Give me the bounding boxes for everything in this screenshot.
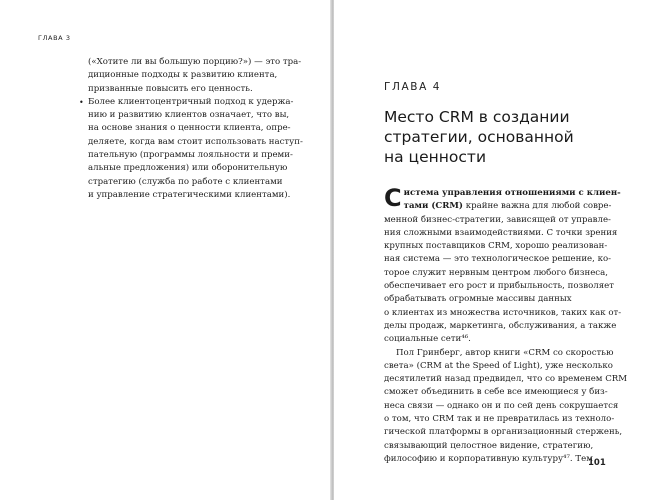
bold-term: тами (CRM) [403, 201, 463, 212]
text-line: истема управления отношениями с клиен- [403, 188, 621, 198]
text-line: света» (CRM at the Speed of Light), уже несколько [384, 360, 613, 371]
text-line: о том, что CRM так и не превратилась из техноло- [384, 414, 615, 425]
bullet-item [79, 96, 303, 202]
text-line: социальные сети⁴⁶. [384, 334, 471, 345]
text-line: альные предложения) или оборонительную [88, 163, 288, 174]
text-line: связывающий целостное видение, стратегию, [384, 440, 594, 451]
paragraph-greenberg [384, 347, 634, 467]
chapter-title-line: стратегии, основанной [384, 128, 574, 146]
chapter-title-line: на ценности [384, 148, 487, 166]
text-line: философию и корпоративную культуру⁴⁷. Тем [384, 453, 593, 464]
text-line: гической платформы в организационный стержень, [384, 427, 623, 438]
text-line: стратегию (служба по работе с клиентами [88, 176, 283, 187]
drop-cap: С [384, 184, 402, 212]
text-line: десятилетий назад предвидел, что со временем CRM [384, 374, 628, 385]
paragraph-crm-intro [384, 184, 634, 347]
text-line: пательную (программы лояльности и преми- [88, 150, 293, 161]
text-line: ния сложными взаимодействиями. С точки зрения [384, 227, 618, 238]
text-line [384, 200, 634, 213]
text-line: менной бизнес-стратегии, зависящей от управле- [384, 214, 611, 225]
text-line: деляете, когда вам стоит использовать наступ- [88, 136, 303, 147]
text-line: ная система — это технологическое решение, ко- [384, 254, 612, 265]
continuation-paragraph [88, 56, 302, 96]
text-line: крупных поставщиков CRM, хорошо реализован- [384, 241, 608, 252]
text-line: обеспечивает его рост и прибыльность, позволяет [384, 281, 614, 292]
text-fragment: крайне важна для любой совре- [462, 201, 612, 212]
text-line: неса связи — однако он и по сей день сокрушается [384, 400, 619, 411]
text-line: делы продаж, маркетинга, обслуживания, а также [384, 320, 617, 331]
running-head: ГЛАВА 3 [38, 34, 71, 42]
text-line: нию и развитию клиентов означает, что вы, [88, 110, 290, 121]
text-line: обрабатывать огромные массивы данных [384, 294, 572, 305]
bullet-icon: • [79, 97, 84, 107]
chapter-title [384, 107, 634, 167]
text-line: Пол Гринберг, автор книги «CRM со скоростью [396, 347, 614, 358]
right-page [334, 0, 666, 500]
text-line: («Хотите ли вы большую порцию?») — это тра- [88, 57, 302, 67]
chapter-title-line: Место CRM в создании [384, 108, 570, 126]
text-line: и управление стратегическими клиентами). [88, 189, 291, 200]
left-page [0, 0, 332, 500]
text-line: призванные повысить его ценность. [88, 83, 253, 94]
text-line: сможет объединить в себе все имеющиеся у биз- [384, 387, 608, 398]
text-line: о клиентах из множества источников, таких как от- [384, 307, 622, 318]
chapter-label: ГЛАВА 4 [384, 81, 442, 93]
right-page-body [384, 184, 634, 466]
page-number: 101 [588, 458, 606, 468]
text-line: на основе знания о ценности клиента, опре- [88, 123, 291, 134]
text-line: диционные подходы к развитию клиента, [88, 70, 278, 81]
left-page-body [79, 56, 303, 202]
text-line: торое служит нервным центром любого бизнеса, [384, 267, 608, 278]
text-line: Более клиентоцентричный подход к удержа- [88, 96, 294, 107]
